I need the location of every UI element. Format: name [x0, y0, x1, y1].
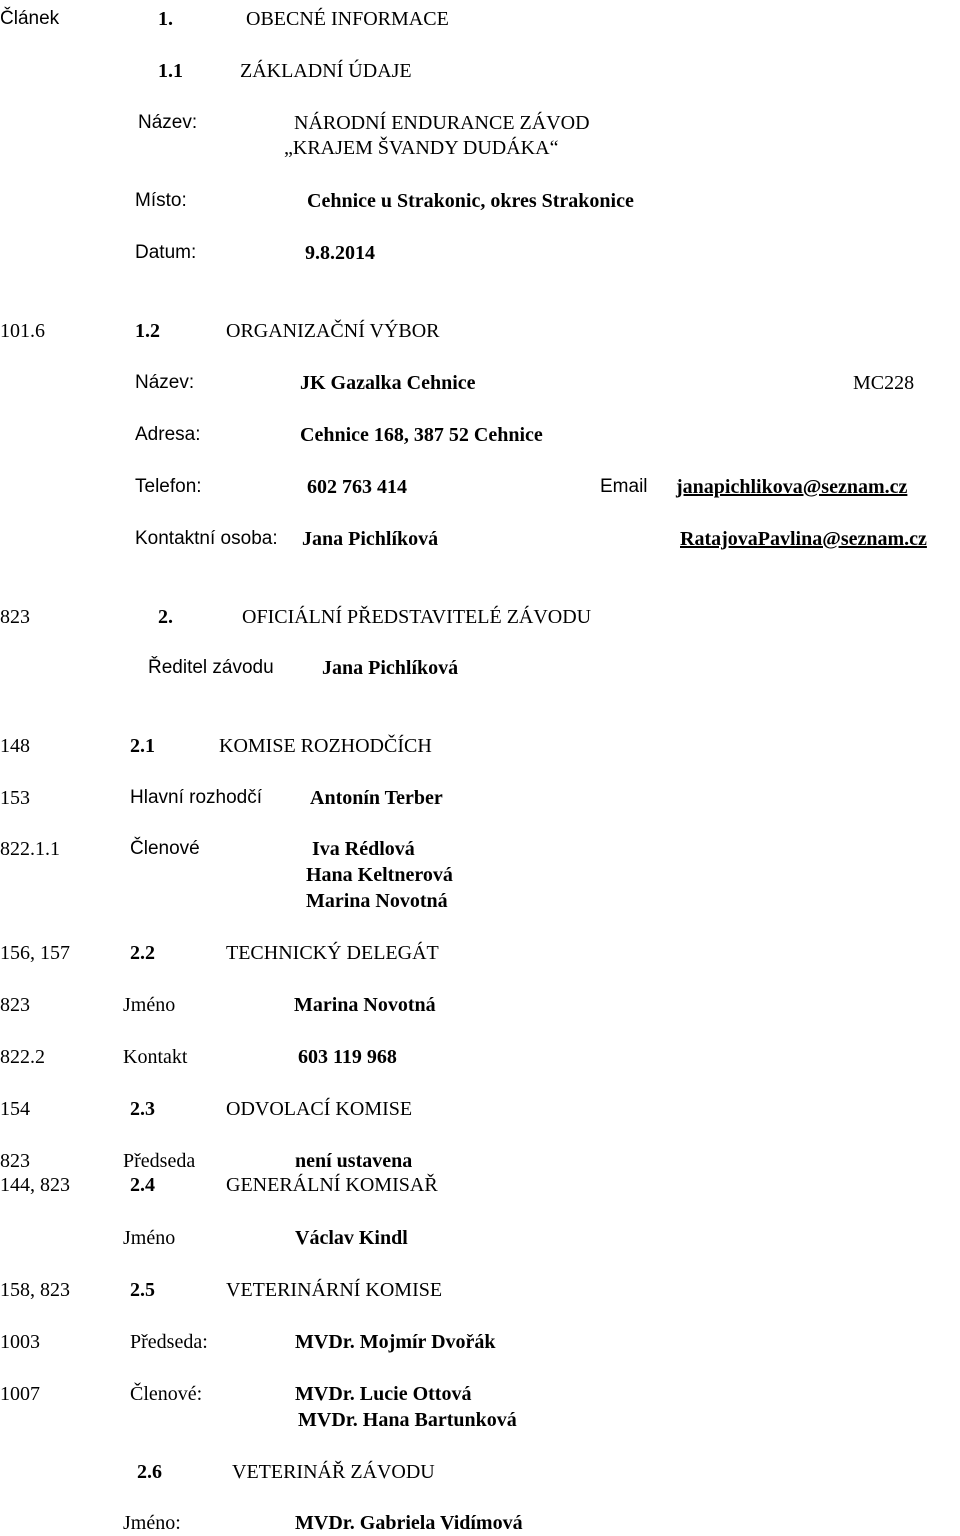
chief-judge-value: Antonín Terber: [310, 787, 443, 809]
general-name-value: Václav Kindl: [295, 1227, 408, 1249]
vet-member-name: MVDr. Lucie Ottová: [295, 1383, 472, 1405]
address-value: Cehnice 168, 387 52 Cehnice: [300, 424, 543, 446]
section-title: VETERINÁŘ ZÁVODU: [232, 1461, 435, 1483]
section-title: TECHNICKÝ DELEGÁT: [226, 942, 439, 964]
vet-chair-value: MVDr. Mojmír Dvořák: [295, 1331, 496, 1353]
section-number: 2.2: [130, 942, 155, 964]
article-number: 1.: [158, 8, 173, 30]
member-name: Iva Rédlová: [312, 838, 415, 860]
rule-reference: 822.1.1: [0, 838, 60, 860]
vet-members-label: Členové:: [130, 1383, 203, 1405]
rule-reference: 1003: [0, 1331, 40, 1353]
place-label: Místo:: [135, 190, 187, 211]
section-number: 2.6: [137, 1461, 162, 1483]
tech-contact-value: 603 119 968: [298, 1046, 397, 1068]
director-label: Ředitel závodu: [148, 657, 274, 678]
rule-reference: 148: [0, 735, 30, 757]
general-name-label: Jméno: [123, 1227, 176, 1249]
phone-label: Telefon:: [135, 476, 202, 497]
rule-reference: 823: [0, 606, 30, 628]
place-value: Cehnice u Strakonic, okres Strakonice: [307, 190, 634, 212]
address-label: Adresa:: [135, 424, 201, 445]
member-name: Marina Novotná: [306, 890, 448, 912]
members-label: Členové: [130, 838, 200, 859]
section-title: KOMISE ROZHODČÍCH: [219, 735, 432, 757]
section-number: 2.5: [130, 1279, 155, 1301]
rule-reference: 101.6: [0, 320, 45, 342]
rule-reference: 156, 157: [0, 942, 70, 964]
tech-contact-label: Kontakt: [123, 1046, 188, 1068]
email-link-2[interactable]: RatajovaPavlina@seznam.cz: [680, 528, 927, 550]
rule-reference: 153: [0, 787, 30, 809]
article-title: OBECNÉ INFORMACE: [246, 8, 449, 30]
section-title: ZÁKLADNÍ ÚDAJE: [240, 60, 412, 82]
email-link-1[interactable]: janapichlikova@seznam.cz: [676, 476, 908, 498]
contact-label: Kontaktní osoba:: [135, 528, 278, 549]
section-title: GENERÁLNÍ KOMISAŘ: [226, 1174, 438, 1196]
rule-reference: 144, 823: [0, 1174, 70, 1196]
article-label: Článek: [0, 8, 60, 29]
director-value: Jana Pichlíková: [322, 657, 459, 679]
phone-value: 602 763 414: [307, 476, 407, 498]
rule-reference: 822.2: [0, 1046, 45, 1068]
section-number: 2.1: [130, 735, 155, 757]
section-title: VETERINÁRNÍ KOMISE: [226, 1279, 443, 1301]
section-number: 2.3: [130, 1098, 155, 1120]
member-name: Hana Keltnerová: [306, 864, 453, 886]
tech-name-value: Marina Novotná: [294, 994, 436, 1016]
section-number: 1.1: [158, 60, 183, 82]
event-name-line2: „KRAJEM ŠVANDY DUDÁKA“: [284, 137, 559, 159]
email-label: Email: [600, 476, 648, 497]
race-vet-label: Jméno:: [123, 1512, 181, 1534]
contact-value: Jana Pichlíková: [302, 528, 439, 550]
date-value: 9.8.2014: [305, 242, 375, 264]
appeal-chair-label: Předseda: [123, 1150, 196, 1172]
appeal-chair-value: není ustavena: [295, 1150, 413, 1172]
section-number: 2.4: [130, 1174, 155, 1196]
rule-reference: 1007: [0, 1383, 40, 1405]
chief-judge-label: Hlavní rozhodčí: [130, 787, 263, 808]
vet-member-name: MVDr. Hana Bartunková: [298, 1409, 517, 1431]
org-name-value: JK Gazalka Cehnice: [300, 372, 476, 394]
rule-reference: 154: [0, 1098, 30, 1120]
date-label: Datum:: [135, 242, 197, 263]
org-code: MC228: [853, 372, 915, 394]
section-title: ORGANIZAČNÍ VÝBOR: [226, 320, 440, 342]
section-title: OFICIÁLNÍ PŘEDSTAVITELÉ ZÁVODU: [242, 606, 592, 628]
event-name-label: Název:: [138, 112, 198, 133]
rule-reference: 823: [0, 1150, 30, 1172]
org-name-label: Název:: [135, 372, 195, 393]
section-number: 1.2: [135, 320, 160, 342]
rule-reference: 823: [0, 994, 30, 1016]
section-number: 2.: [158, 606, 173, 628]
event-name-line1: NÁRODNÍ ENDURANCE ZÁVOD: [294, 112, 590, 134]
rule-reference: 158, 823: [0, 1279, 70, 1301]
race-vet-value: MVDr. Gabriela Vidímová: [295, 1512, 523, 1534]
vet-chair-label: Předseda:: [130, 1331, 208, 1353]
tech-name-label: Jméno: [123, 994, 176, 1016]
section-title: ODVOLACÍ KOMISE: [226, 1098, 413, 1120]
